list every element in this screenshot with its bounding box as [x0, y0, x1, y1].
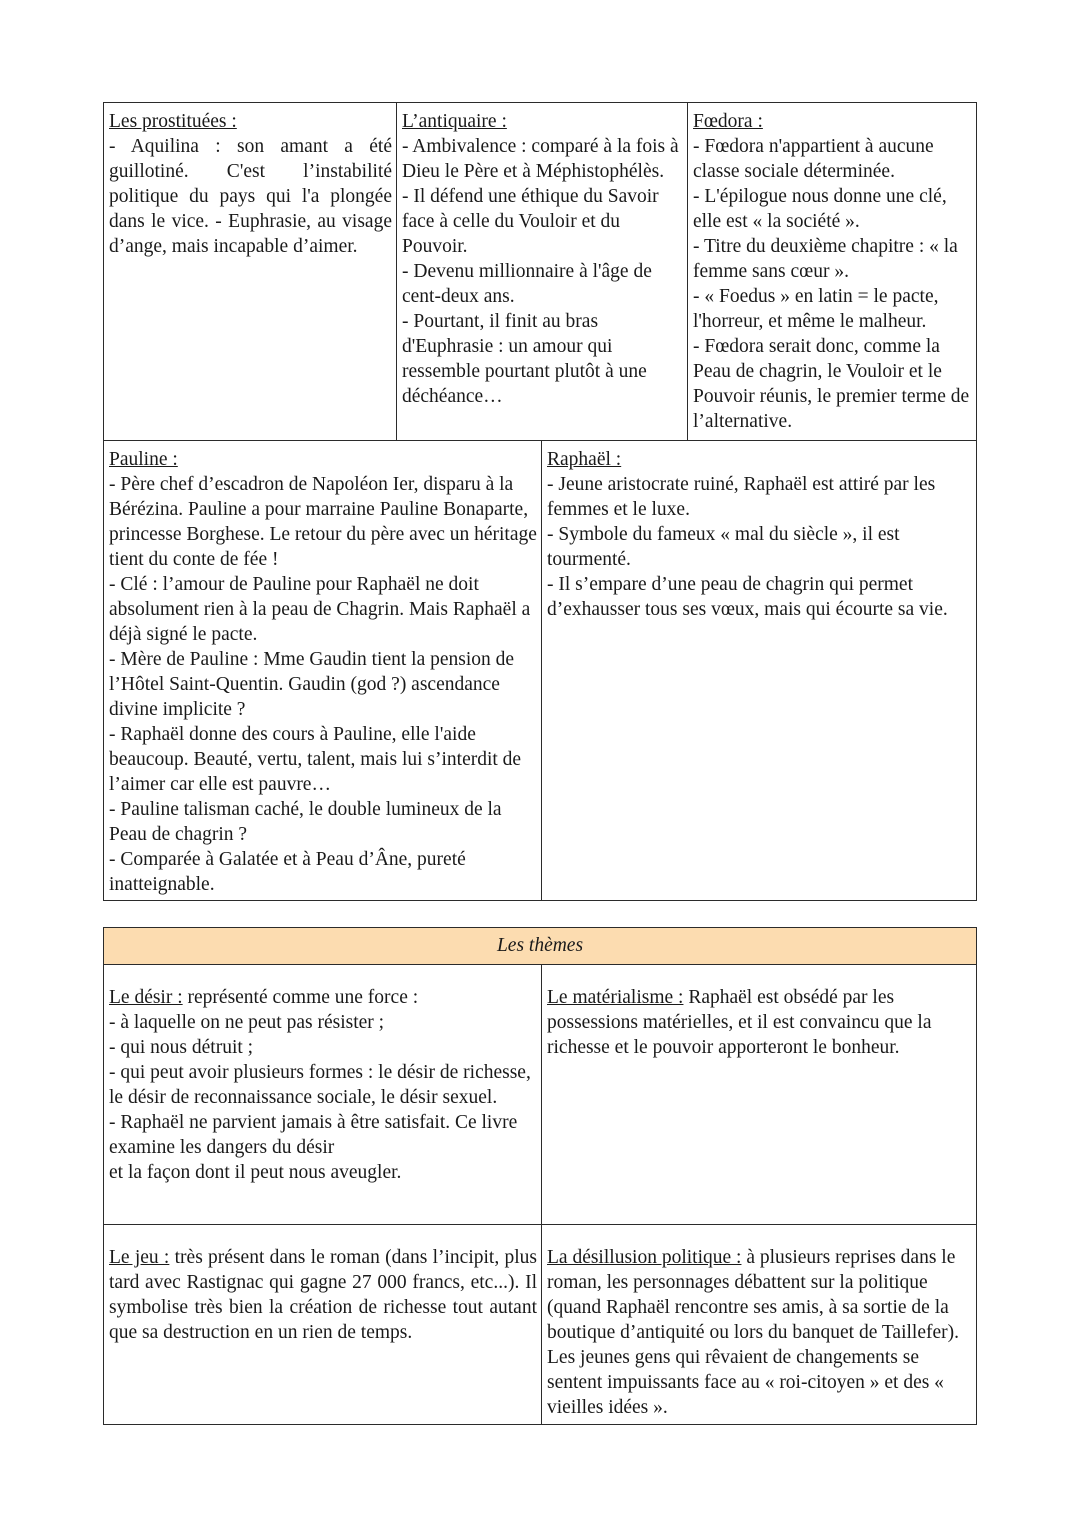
characters-top-row — [104, 103, 976, 440]
desir-line: - qui peut avoir plusieurs formes : le désir de richesse, le désir de reconnaissance sociale, le désir sexuel. — [109, 1062, 531, 1108]
themes-table — [103, 927, 977, 1425]
desir-heading — [109, 985, 537, 1010]
raphael-line: - Il s’empare d’une peau de chagrin qui permet d’exhausser tous ses vœux, mais qui écourte sa vie. — [547, 574, 948, 620]
pauline-line: - Clé : l’amour de Pauline pour Raphaël ne doit absolument rien à la peau de Chagrin. Mais Raphaël a déjà signé le pacte. — [109, 574, 531, 645]
antiquaire-line: - Pourtant, il finit au bras d'Euphrasie : un amour qui ressemble pourtant plutôt à une déchéance… — [402, 311, 647, 407]
cell-jeu — [104, 1225, 541, 1424]
antiquaire-line: - Ambivalence : comparé à la fois à Dieu le Père et à Méphistophélès. — [402, 136, 679, 182]
cell-materialisme — [541, 965, 976, 1224]
pauline-line: - Père chef d’escadron de Napoléon Ier, disparu à la Bérézina. Pauline a pour marraine Pauline Bonaparte, princesse Borghese. Le retour du père avec un héritage tient du conte de fée ! — [109, 474, 537, 570]
raphael-line: - Jeune aristocrate ruiné, Raphaël est attiré par les femmes et le luxe. — [547, 474, 936, 520]
prostituees-text: - Aquilina : son amant a été guillotiné. C'est l’instabilité politique du pays qui l'a plongée dans le vice. - Euphrasie, au visage d’ange, mais incapable d’aimer. — [109, 136, 392, 257]
foedora-line: - « Foedus » en latin = le pacte, l'horreur, et même le malheur. — [693, 286, 939, 332]
antiquaire-line: - Devenu millionnaire à l'âge de cent-deux ans. — [402, 261, 652, 307]
desillusion-text: à plusieurs reprises dans le roman, les personnages débattent sur la politique (quand Raphaël rencontre ses amis, à sa sortie de la boutique d’antiquité ou lors du banquet de Taillefer). Les jeunes gens qui rêvaient de changements se sentent impuissants face au « roi-citoyen » et des « vieilles idées ». — [547, 1247, 959, 1418]
pauline-line: - Mère de Pauline : Mme Gaudin tient la pension de l’Hôtel Saint-Quentin. Gaudin (god ?) ascendance divine implicite ? — [109, 649, 515, 720]
pauline-line: - Comparée à Galatée et à Peau d’Âne, pureté inatteignable. — [109, 849, 466, 895]
jeu-title: Le jeu : — [109, 1247, 170, 1268]
foedora-line: - L'épilogue nous donne une clé, elle est « la société ». — [693, 186, 947, 232]
cell-foedora — [687, 103, 976, 440]
prostituees-title: Les prostituées : — [109, 111, 237, 132]
cell-desir — [104, 965, 541, 1224]
pauline-line: - Pauline talisman caché, le double lumineux de la Peau de chagrin ? — [109, 799, 502, 845]
desillusion-title: La désillusion politique : — [547, 1247, 742, 1268]
cell-raphael — [541, 441, 976, 900]
antiquaire-title: L’antiquaire : — [402, 111, 507, 132]
raphael-line: - Symbole du fameux « mal du siècle », il est tourmenté. — [547, 524, 900, 570]
desir-line: - qui nous détruit ; — [109, 1037, 254, 1058]
desir-intro: représenté comme une force : — [182, 987, 419, 1008]
desir-line: et la façon dont il peut nous aveugler. — [109, 1162, 402, 1183]
foedora-title: Fœdora : — [693, 111, 763, 132]
raphael-title: Raphaël : — [547, 449, 622, 470]
cell-desillusion — [541, 1225, 976, 1424]
themes-row-1 — [104, 965, 976, 1224]
themes-header: Les thèmes — [104, 928, 976, 965]
materialisme-title: Le matérialisme : — [547, 987, 684, 1008]
jeu-text: très présent dans le roman (dans l’incipit, plus tard avec Rastignac qui gagne 27 000 francs, etc...). Il symbolise très bien la création de richesse tout autant que sa destruction en un rien de temps. — [109, 1247, 537, 1343]
cell-pauline — [104, 441, 541, 900]
characters-bottom-row — [104, 440, 976, 900]
desir-line: - à laquelle on ne peut pas résister ; — [109, 1012, 385, 1033]
cell-antiquaire — [396, 103, 687, 440]
antiquaire-line: - Il défend une éthique du Savoir face à celle du Vouloir et du Pouvoir. — [402, 186, 659, 257]
desir-title: Le désir : — [109, 987, 183, 1008]
themes-row-2 — [104, 1224, 976, 1424]
foedora-line: - Fœdora n'appartient à aucune classe sociale déterminée. — [693, 136, 934, 182]
desir-line: - Raphaël ne parvient jamais à être satisfait. Ce livre examine les dangers du désir — [109, 1112, 518, 1158]
cell-prostituees — [104, 103, 396, 440]
pauline-line: - Raphaël donne des cours à Pauline, elle l'aide beaucoup. Beauté, vertu, talent, mais lui s’interdit de l’aimer car elle est pauvre… — [109, 724, 522, 795]
foedora-line: - Fœdora serait donc, comme la Peau de chagrin, le Vouloir et le Pouvoir réunis, le premier terme de l’alternative. — [693, 336, 970, 432]
characters-table — [103, 102, 977, 901]
foedora-line: - Titre du deuxième chapitre : « la femme sans cœur ». — [693, 236, 958, 282]
pauline-title: Pauline : — [109, 449, 178, 470]
materialisme-text: Raphaël est obsédé par les possessions matérielles, et il est convaincu que la richesse et le pouvoir apporteront le bonheur. — [547, 987, 932, 1058]
